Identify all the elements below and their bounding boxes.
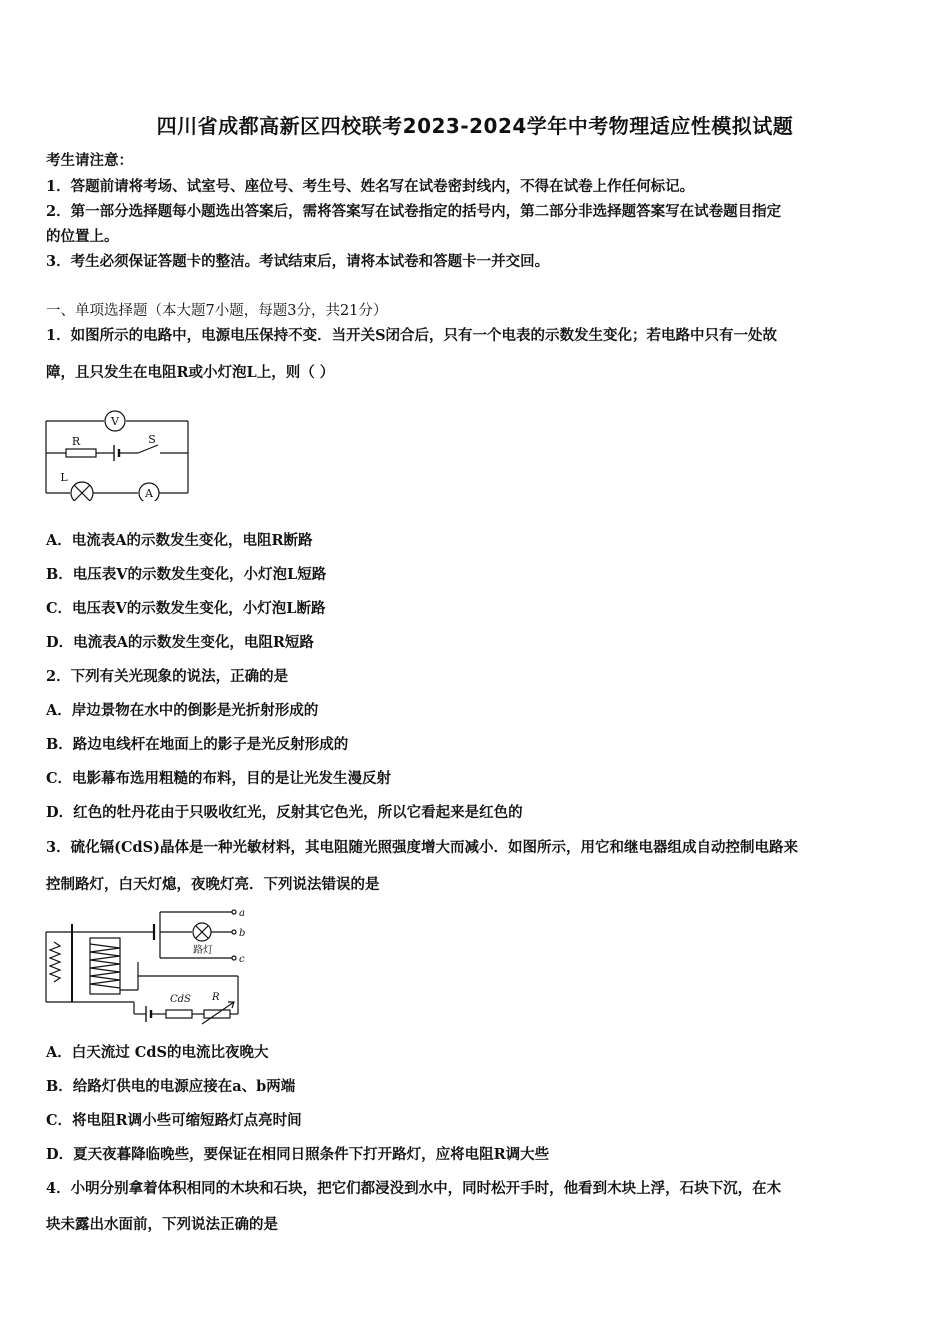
section-heading: 一、单项选择题（本大题7小题，每题3分，共21分） — [46, 303, 388, 319]
q3-stem-line-1: 3．硫化镉(CdS)晶体是一种光敏材料，其电阻随光照强度增大而减小．如图所示，用它和继电器组成自动控制电路来 — [46, 839, 798, 856]
notice-heading: 考生请注意： — [46, 152, 133, 169]
q2-option-c: C．电影幕布选用粗糙的布料，目的是让光发生漫反射 — [46, 770, 392, 787]
label-r: R — [212, 992, 220, 1003]
ammeter-label: A — [145, 487, 153, 500]
notice-item-3: 3．考生必须保证答题卡的整洁。考试结束后，请将本试卷和答题卡一并交回。 — [46, 253, 550, 270]
label-cds: CdS — [170, 994, 191, 1005]
label-b: b — [239, 928, 246, 939]
switch-symbol — [138, 445, 158, 453]
q1-option-c: C．电压表V的示数发生变化，小灯泡L断路 — [46, 600, 326, 617]
label-a: a — [239, 908, 245, 919]
q2-option-d: D．红色的牡丹花由于只吸收红光，反射其它色光，所以它看起来是红色的 — [46, 804, 523, 821]
terminal-c — [232, 956, 236, 960]
q3-option-c: C．将电阻R调小些可缩短路灯点亮时间 — [46, 1112, 302, 1129]
notice-item-2-cont: 的位置上。 — [46, 228, 119, 245]
q1-circuit-diagram — [42, 405, 194, 501]
q1-option-a: A．电流表A的示数发生变化，电阻R断路 — [46, 532, 313, 549]
q3-option-a: A．白天流过 CdS的电流比夜晚大 — [46, 1044, 269, 1061]
q4-stem-line-1: 4．小明分别拿着体积相同的木块和石块，把它们都浸没到水中，同时松开手时，他看到木块上浮，石块下沉，在木 — [46, 1180, 782, 1197]
q1-option-b: B．电压表V的示数发生变化，小灯泡L短路 — [46, 566, 327, 583]
terminal-b — [232, 930, 236, 934]
q4-stem-line-2: 块未露出水面前，下列说法正确的是 — [46, 1216, 278, 1233]
q1-stem-line-1: 1．如图所示的电路中，电源电压保持不变．当开关S闭合后，只有一个电表的示数发生变化；若电路中只有一处故 — [46, 327, 778, 344]
q2-option-b: B．路边电线杆在地面上的影子是光反射形成的 — [46, 736, 349, 753]
q1-option-d: D．电流表A的示数发生变化，电阻R短路 — [46, 634, 314, 651]
notice-item-2: 2．第一部分选择题每小题选出答案后，需将答案写在试卷指定的括号内，第二部分非选择题答案写在试卷题目指定 — [46, 203, 782, 220]
switch-label: S — [148, 433, 156, 446]
spring-symbol — [50, 942, 60, 982]
q1-stem-line-2: 障，且只发生在电阻R或小灯泡L上，则（ ） — [46, 364, 335, 381]
label-street-lamp: 路灯 — [193, 945, 213, 956]
q2-option-a: A．岸边景物在水中的倒影是光折射形成的 — [46, 702, 319, 719]
q3-stem-line-2: 控制路灯，白天灯熄，夜晚灯亮．下列说法错误的是 — [46, 876, 380, 893]
terminal-a — [232, 910, 236, 914]
resistor-label: R — [71, 435, 81, 448]
voltmeter-label: V — [111, 415, 119, 428]
page-title: 四川省成都高新区四校联考2023-2024学年中考物理适应性模拟试题 — [156, 114, 794, 138]
q3-option-d: D．夏天夜暮降临晚些，要保证在相同日照条件下打开路灯，应将电阻R调大些 — [46, 1146, 550, 1163]
notice-item-1: 1．答题前请将考场、试室号、座位号、考生号、姓名写在试卷密封线内，不得在试卷上作任何标记。 — [46, 178, 695, 195]
q2-stem: 2．下列有关光现象的说法，正确的是 — [46, 668, 289, 685]
resistor-symbol — [66, 449, 96, 457]
label-c: c — [239, 954, 245, 965]
cds-resistor-symbol — [166, 1010, 192, 1018]
q3-option-b: B．给路灯供电的电源应接在a、b两端 — [46, 1078, 296, 1095]
lamp-label: L — [60, 471, 68, 484]
q3-relay-circuit-diagram — [42, 902, 252, 1026]
